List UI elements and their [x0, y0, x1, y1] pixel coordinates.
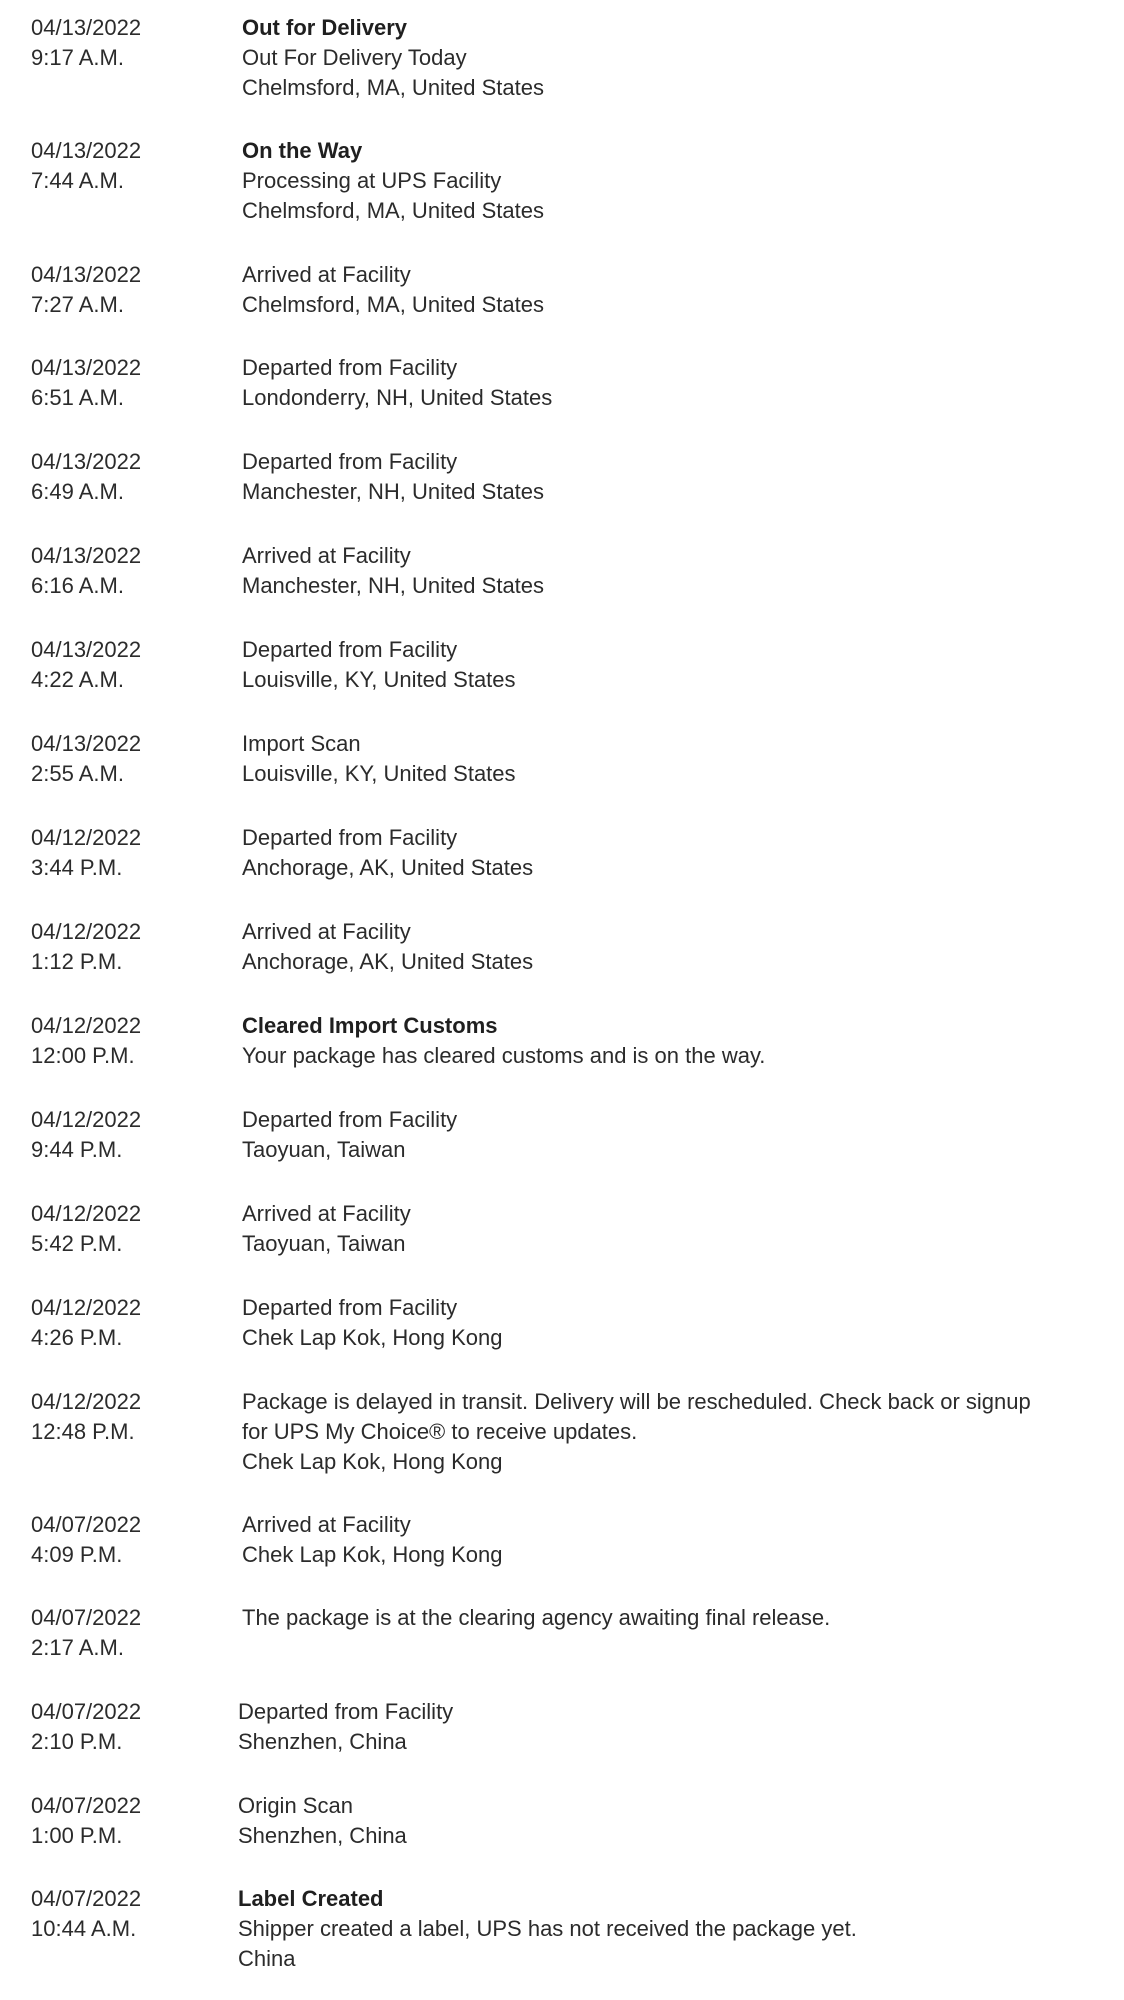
activity-date: 04/13/2022: [31, 637, 142, 662]
activity-location: Chelmsford, MA, United States: [242, 75, 545, 100]
activity-status: Cleared Import Customs: [242, 1013, 498, 1038]
activity-location: China: [238, 1946, 296, 1971]
activity-status: Label Created: [238, 1886, 384, 1911]
activity-datetime: [31, 136, 231, 196]
activity-description: Departed from Facility: [242, 355, 458, 380]
activity-description-continued: for UPS My Choice® to receive updates.: [242, 1419, 638, 1444]
activity-details: [238, 1884, 1078, 1974]
activity-details: [238, 1697, 1078, 1757]
activity-description: Your package has cleared customs and is on the way.: [242, 1043, 766, 1068]
activity-location: Louisville, KY, United States: [242, 667, 516, 692]
activity-description: Departed from Facility: [242, 825, 458, 850]
activity-status: On the Way: [242, 138, 363, 163]
activity-time: 12:48 P.M.: [31, 1419, 135, 1444]
activity-description: Arrived at Facility: [242, 919, 411, 944]
activity-datetime: [31, 635, 231, 695]
activity-details: [242, 1105, 1082, 1165]
activity-datetime: [31, 1199, 231, 1259]
activity-time: 10:44 A.M.: [31, 1916, 137, 1941]
activity-datetime: [31, 1791, 231, 1851]
activity-details: [242, 917, 1082, 977]
activity-datetime: [31, 1603, 231, 1663]
activity-datetime: [31, 260, 231, 320]
activity-description: Arrived at Facility: [242, 262, 411, 287]
activity-description: Origin Scan: [238, 1793, 353, 1818]
activity-date: 04/12/2022: [31, 1201, 142, 1226]
activity-details: [242, 823, 1082, 883]
activity-date: 04/13/2022: [31, 262, 142, 287]
activity-date: 04/13/2022: [31, 138, 142, 163]
activity-datetime: [31, 13, 231, 73]
activity-date: 04/13/2022: [31, 355, 142, 380]
activity-time: 9:17 A.M.: [31, 45, 124, 70]
activity-date: 04/07/2022: [31, 1605, 142, 1630]
activity-datetime: [31, 1387, 231, 1447]
activity-location: Shenzhen, China: [238, 1823, 407, 1848]
activity-details: [242, 136, 1082, 226]
activity-time: 9:44 P.M.: [31, 1137, 123, 1162]
activity-time: 4:26 P.M.: [31, 1325, 123, 1350]
activity-details: [242, 353, 1082, 413]
activity-time: 3:44 P.M.: [31, 855, 123, 880]
activity-location: Chelmsford, MA, United States: [242, 198, 545, 223]
activity-time: 6:16 A.M.: [31, 573, 124, 598]
activity-datetime: [31, 1884, 231, 1944]
activity-description: Arrived at Facility: [242, 1512, 411, 1537]
activity-date: 04/07/2022: [31, 1699, 142, 1724]
activity-date: 04/13/2022: [31, 15, 142, 40]
activity-location: Taoyuan, Taiwan: [242, 1137, 406, 1162]
activity-location: Chek Lap Kok, Hong Kong: [242, 1325, 503, 1350]
activity-datetime: [31, 541, 231, 601]
activity-time: 2:17 A.M.: [31, 1635, 124, 1660]
activity-status: Out for Delivery: [242, 15, 408, 40]
activity-details: [242, 260, 1082, 320]
activity-datetime: [31, 823, 231, 883]
activity-details: [242, 1011, 1082, 1071]
activity-location: Chek Lap Kok, Hong Kong: [242, 1449, 503, 1474]
activity-description: Departed from Facility: [238, 1699, 454, 1724]
activity-details: [242, 1387, 1082, 1477]
activity-date: 04/13/2022: [31, 731, 142, 756]
activity-details: [242, 1293, 1082, 1353]
activity-description: Package is delayed in transit. Delivery will be rescheduled. Check back or signup: [242, 1389, 1031, 1414]
activity-location: Anchorage, AK, United States: [242, 949, 534, 974]
activity-datetime: [31, 1011, 231, 1071]
activity-location: Chek Lap Kok, Hong Kong: [242, 1542, 503, 1567]
activity-location: Manchester, NH, United States: [242, 479, 545, 504]
activity-date: 04/07/2022: [31, 1793, 142, 1818]
activity-details: [242, 729, 1082, 789]
activity-date: 04/13/2022: [31, 543, 142, 568]
activity-date: 04/12/2022: [31, 1013, 142, 1038]
activity-location: Shenzhen, China: [238, 1729, 407, 1754]
activity-datetime: [31, 1105, 231, 1165]
activity-time: 2:10 P.M.: [31, 1729, 123, 1754]
activity-location: Anchorage, AK, United States: [242, 855, 534, 880]
activity-time: 12:00 P.M.: [31, 1043, 135, 1068]
activity-date: 04/12/2022: [31, 825, 142, 850]
activity-description: Arrived at Facility: [242, 543, 411, 568]
activity-time: 7:27 A.M.: [31, 292, 124, 317]
activity-time: 1:00 P.M.: [31, 1823, 123, 1848]
activity-details: [242, 541, 1082, 601]
activity-description: Departed from Facility: [242, 637, 458, 662]
activity-description: Out For Delivery Today: [242, 45, 467, 70]
activity-date: 04/12/2022: [31, 1295, 142, 1320]
activity-datetime: [31, 1697, 231, 1757]
activity-location: Louisville, KY, United States: [242, 761, 516, 786]
activity-time: 6:49 A.M.: [31, 479, 124, 504]
activity-description: Arrived at Facility: [242, 1201, 411, 1226]
activity-details: [242, 447, 1082, 507]
activity-date: 04/07/2022: [31, 1886, 142, 1911]
activity-details: [242, 1603, 1082, 1633]
activity-date: 04/07/2022: [31, 1512, 142, 1537]
activity-description: Shipper created a label, UPS has not received the package yet.: [238, 1916, 857, 1941]
activity-description: Import Scan: [242, 731, 361, 756]
activity-date: 04/12/2022: [31, 1107, 142, 1132]
activity-time: 7:44 A.M.: [31, 168, 124, 193]
activity-description: Departed from Facility: [242, 449, 458, 474]
activity-description: Processing at UPS Facility: [242, 168, 502, 193]
activity-time: 5:42 P.M.: [31, 1231, 123, 1256]
activity-description: Departed from Facility: [242, 1107, 458, 1132]
activity-datetime: [31, 1510, 231, 1570]
activity-datetime: [31, 917, 231, 977]
activity-date: 04/12/2022: [31, 919, 142, 944]
activity-datetime: [31, 729, 231, 789]
activity-details: [242, 1199, 1082, 1259]
activity-description: Departed from Facility: [242, 1295, 458, 1320]
activity-details: [238, 1791, 1078, 1851]
activity-details: [242, 13, 1082, 103]
activity-details: [242, 635, 1082, 695]
activity-details: [242, 1510, 1082, 1570]
activity-time: 2:55 A.M.: [31, 761, 124, 786]
activity-time: 1:12 P.M.: [31, 949, 123, 974]
activity-time: 4:22 A.M.: [31, 667, 124, 692]
activity-date: 04/13/2022: [31, 449, 142, 474]
activity-time: 6:51 A.M.: [31, 385, 124, 410]
activity-location: Chelmsford, MA, United States: [242, 292, 545, 317]
activity-time: 4:09 P.M.: [31, 1542, 123, 1567]
activity-datetime: [31, 447, 231, 507]
activity-date: 04/12/2022: [31, 1389, 142, 1414]
activity-location: Manchester, NH, United States: [242, 573, 545, 598]
activity-location: Taoyuan, Taiwan: [242, 1231, 406, 1256]
activity-datetime: [31, 1293, 231, 1353]
activity-datetime: [31, 353, 231, 413]
activity-description: The package is at the clearing agency awaiting final release.: [242, 1605, 831, 1630]
activity-location: Londonderry, NH, United States: [242, 385, 553, 410]
